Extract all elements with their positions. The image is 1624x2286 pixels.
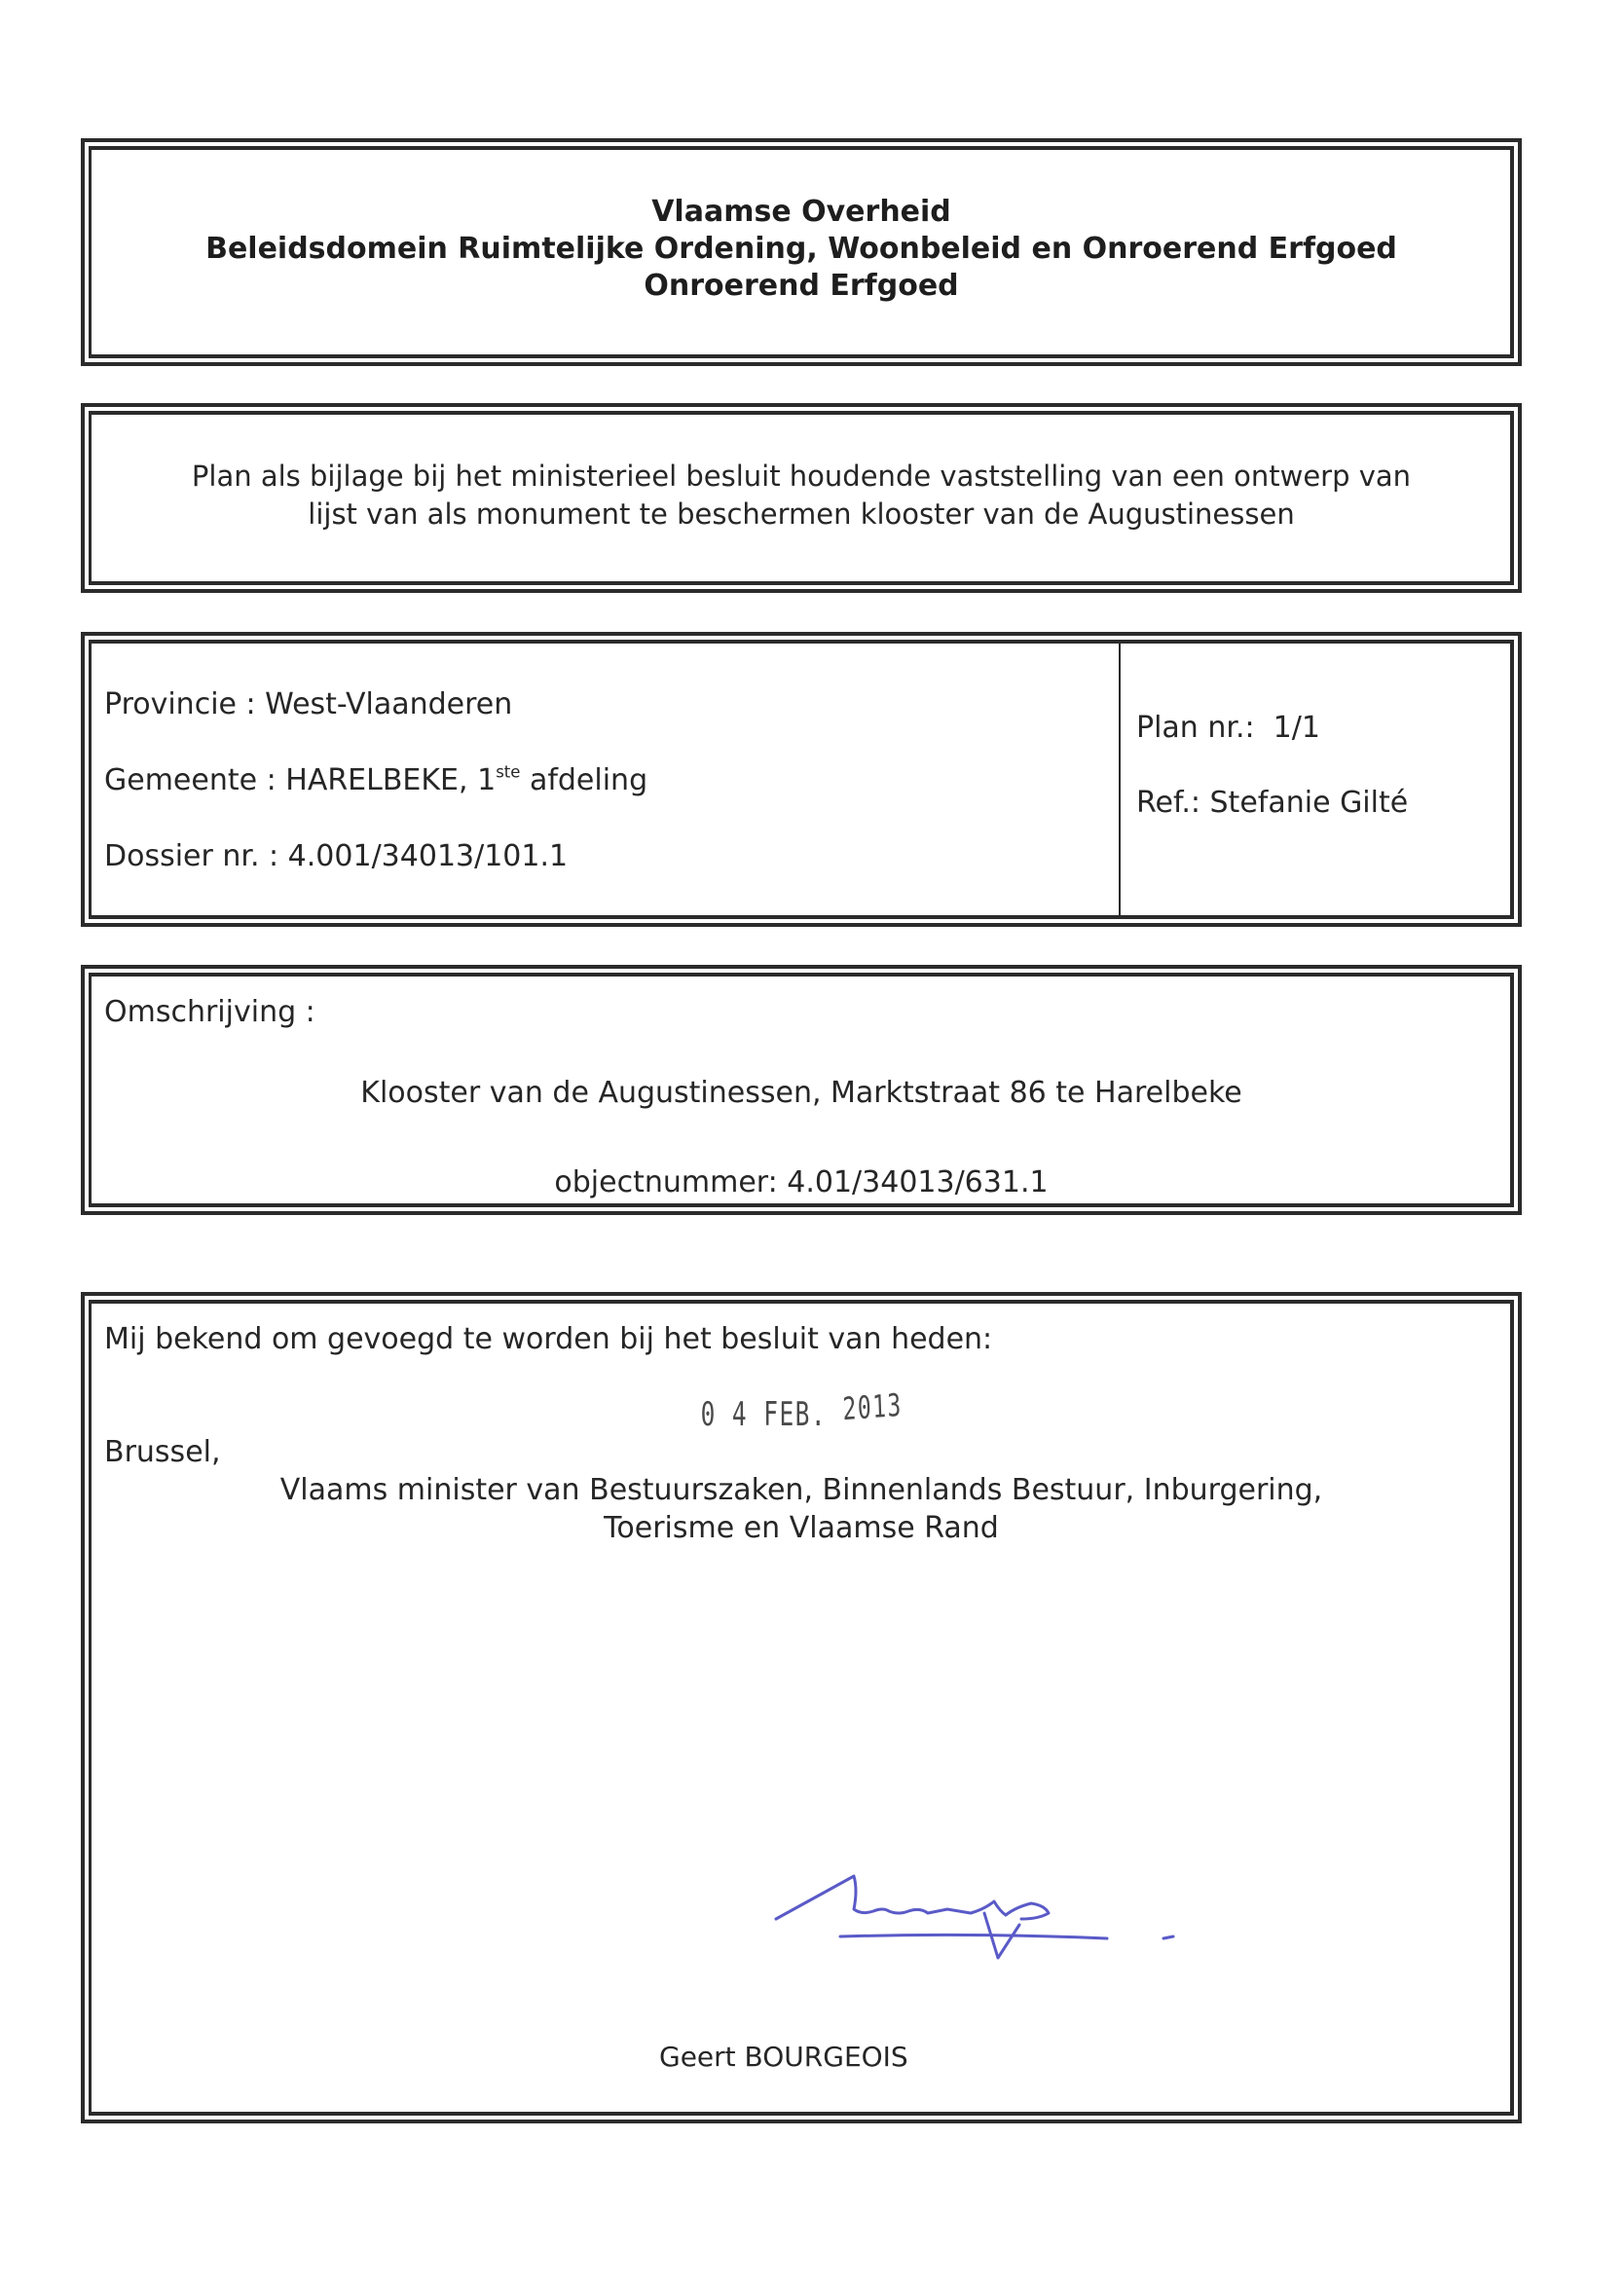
plan-title-line-1: Plan als bijlage bij het ministerieel besluit houdende vaststelling van een ontwerp van	[191, 460, 1412, 493]
object-number: objectnummer: 4.01/34013/631.1	[554, 1165, 1049, 1199]
gemeente-ordinal-suffix: ste	[496, 762, 521, 782]
provincie-field: Provincie : West-Vlaanderen	[104, 687, 513, 721]
signature-stroke-dot	[1163, 1936, 1173, 1938]
signature	[757, 1851, 1243, 1968]
signature-stroke-initial	[776, 1876, 1006, 1919]
minister-title-line-1: Vlaams minister van Bestuurszaken, Binnenlands Bestuur, Inburgering,	[279, 1473, 1323, 1507]
signature-stroke-loop	[1006, 1903, 1049, 1919]
header-line-agency: Onroerend Erfgoed	[644, 269, 959, 303]
date-stamp-day-month: 0 4 FEB.	[700, 1395, 827, 1434]
description-box	[81, 965, 1522, 1215]
header-line-policy-domain: Beleidsdomein Ruimtelijke Ordening, Woonbeleid en Onroerend Erfgoed	[205, 232, 1397, 266]
plan-title-box	[81, 403, 1522, 593]
details-box	[81, 632, 1522, 927]
gemeente-afdeling: afdeling	[520, 763, 648, 797]
gemeente-field	[104, 762, 648, 797]
approval-box	[81, 1292, 1522, 2123]
signature-stroke-underline	[840, 1935, 1107, 1938]
object-name: Klooster van de Augustinessen, Marktstraat 86 te Harelbeke	[360, 1076, 1242, 1110]
gemeente-value: Gemeente : HARELBEKE, 1	[104, 763, 497, 797]
date-stamp-year: 2013	[841, 1385, 904, 1428]
place-label: Brussel,	[104, 1435, 221, 1469]
date-stamp	[285, 1385, 1317, 1434]
plan-title-line-2: lijst van als monument te beschermen klooster van de Augustinessen	[308, 498, 1295, 531]
minister-title-line-2: Toerisme en Vlaamse Rand	[604, 1511, 999, 1545]
description-label: Omschrijving :	[104, 995, 315, 1029]
plan-number-field: Plan nr.: 1/1	[1136, 711, 1320, 745]
approval-intro: Mij bekend om gevoegd te worden bij het besluit van heden:	[104, 1322, 993, 1356]
details-column-divider	[1119, 644, 1121, 915]
dossier-field: Dossier nr. : 4.001/34013/101.1	[104, 839, 569, 873]
signatory-name: Geert BOURGEOIS	[659, 2041, 908, 2073]
header-box	[81, 138, 1522, 366]
header-line-organisation: Vlaamse Overheid	[651, 195, 951, 229]
reference-field: Ref.: Stefanie Gilté	[1136, 786, 1409, 820]
